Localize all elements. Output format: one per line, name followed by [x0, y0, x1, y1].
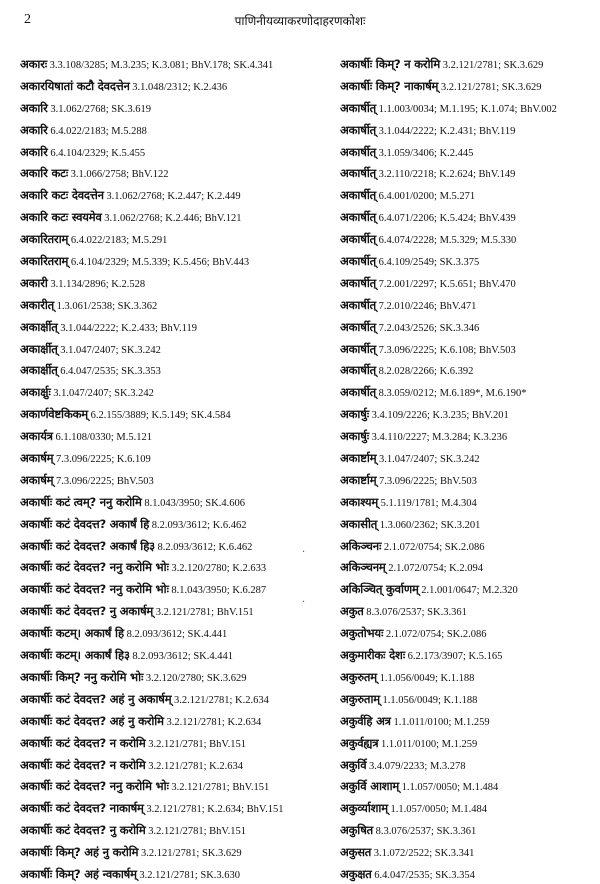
index-entry	[20, 402, 288, 424]
left-column	[20, 52, 288, 884]
entry-reference: 3.4.110/2227; M.3.284; K.3.236	[371, 432, 508, 444]
index-entry	[340, 599, 590, 621]
index-entry	[20, 96, 288, 118]
entry-reference: 1.1.056/0049; K.1.188	[382, 694, 478, 706]
entry-reference: 8.2.093/3612; SK.4.441	[132, 651, 233, 663]
index-entry	[20, 337, 288, 359]
index-entry	[340, 862, 590, 884]
entry-headword: अकार्षीः किम्? नाकार्षम्	[340, 78, 439, 93]
entry-headword: अकार्षीत्	[340, 385, 376, 400]
entry-reference: 6.2.173/3907; K.5.165	[407, 651, 503, 663]
entry-headword: अकारि कटः देवदत्तेन	[20, 188, 104, 203]
index-entry	[340, 577, 590, 599]
index-entry	[340, 140, 590, 162]
entry-reference: 3.2.121/2781; K.2.634	[148, 760, 243, 772]
entry-headword: अकुरुताम्	[340, 691, 380, 706]
entry-reference: 3.2.121/2781; BhV.151	[171, 782, 270, 794]
index-entry	[340, 555, 590, 577]
index-entry	[340, 753, 590, 775]
entry-reference: 6.4.104/2329; K.5.455	[50, 147, 146, 159]
margin-dot	[302, 540, 308, 546]
entry-reference: 6.4.047/2535; SK.3.353	[60, 366, 161, 378]
index-entry	[20, 52, 288, 74]
index-entry	[20, 227, 288, 249]
entry-headword: अकार्षीः किम्? ननु करोमि भोः	[20, 669, 144, 684]
entry-headword: अकार्षीत्	[340, 144, 376, 159]
index-entry	[340, 249, 590, 271]
index-entry	[20, 687, 288, 709]
index-entry	[340, 687, 590, 709]
index-entry	[20, 862, 288, 884]
index-entry	[20, 380, 288, 402]
entry-headword: अकारि	[20, 100, 48, 115]
entry-headword: अकार्षीः कटं देवदत्त? नु करोमि	[20, 823, 146, 838]
margin-dot	[302, 590, 308, 596]
entry-reference: 3.1.062/2768; K.2.447; K.2.449	[106, 191, 241, 203]
entry-headword: अकार्षीत्	[340, 210, 376, 225]
entry-headword: अकारयिषातां कटौ देवदत्तेन	[20, 78, 130, 93]
index-entry	[340, 709, 590, 731]
index-entry	[20, 818, 288, 840]
index-entry	[340, 358, 590, 380]
index-entry	[340, 643, 590, 665]
entry-reference: 1.1.003/0034; M.1.195; K.1.074; BhV.002	[378, 103, 557, 115]
index-entry	[340, 424, 590, 446]
index-entry	[20, 249, 288, 271]
index-entry	[20, 796, 288, 818]
entry-reference: 1.1.056/0049; K.1.188	[379, 672, 475, 684]
entry-reference: 6.4.109/2549; SK.3.375	[378, 257, 480, 269]
entry-reference: 7.2.010/2246; BhV.471	[378, 300, 477, 312]
index-entry	[340, 446, 590, 468]
entry-headword: अकार्षीः किम्? अहं न्वकार्षम्	[20, 866, 137, 881]
entry-headword: अकारः	[20, 57, 48, 71]
entry-headword: अकार्षीः कटं देवदत्त? न करोमि	[20, 735, 146, 750]
entry-reference: 1.1.011/0100; M.1.259	[381, 738, 478, 750]
entry-headword: अकुर्वह्यत्र	[340, 735, 379, 750]
index-entry	[20, 621, 288, 643]
entry-reference: 8.2.093/3612; K.6.462	[151, 519, 247, 531]
entry-reference: 2.1.001/0647; M.2.320	[421, 585, 518, 597]
index-entry	[340, 665, 590, 687]
entry-headword: अकार्षीः किम्? न करोमि	[340, 57, 441, 71]
entry-headword: अकिञ्चनः	[340, 538, 382, 553]
entry-reference: 3.2.121/2781; BhV.151	[148, 738, 247, 750]
running-title: पाणिनीयव्याकरणोदाहरणकोशः	[234, 14, 366, 28]
entry-headword: अकुमारीकः देशः	[340, 648, 405, 663]
entry-headword: अकार्क्षुः	[20, 385, 51, 400]
entry-reference: 1.1.011/0100; M.1.259	[393, 716, 490, 728]
entry-reference: 3.2.121/2781; SK.3.630	[139, 869, 241, 881]
index-entry	[340, 183, 590, 205]
entry-headword: अकारी	[20, 275, 48, 290]
index-entry	[340, 731, 590, 753]
entry-headword: अकुत	[340, 604, 364, 619]
entry-reference: 3.1.059/3406; K.2.445	[378, 147, 474, 159]
entry-reference: 3.1.044/2222; K.2.431; BhV.119	[378, 125, 516, 137]
index-entry	[20, 555, 288, 577]
entry-reference: 2.1.072/0754; SK.2.086	[383, 541, 485, 553]
index-entry	[20, 315, 288, 337]
entry-headword: अकार्षीत्	[340, 363, 376, 378]
entry-reference: 6.2.155/3889; K.5.149; SK.4.584	[90, 410, 231, 422]
entry-reference: 3.1.072/2522; SK.3.341	[373, 848, 475, 860]
entry-headword: अकारि कटः	[20, 166, 69, 181]
entry-headword: अकार्षीः कटं देवदत्त? अकार्षं हि	[20, 516, 150, 531]
index-entry	[340, 205, 590, 227]
entry-headword: अकार्षीः कटं देवदत्त? अहं नु करोमि	[20, 713, 164, 728]
entry-reference: 1.3.061/2538; SK.3.362	[56, 300, 158, 312]
index-entry	[20, 140, 288, 162]
entry-reference: 7.3.096/2225; BhV.503	[55, 475, 154, 487]
entry-reference: 3.2.120/2780; SK.3.629	[145, 672, 247, 684]
entry-headword: अकार्यत्र	[20, 429, 53, 444]
index-entry	[340, 468, 590, 490]
index-entry	[20, 271, 288, 293]
entry-reference: 8.3.076/2537; SK.3.361	[366, 607, 467, 619]
entry-reference: 3.2.121/2781; BhV.151	[148, 826, 247, 838]
entry-reference: 3.1.047/2407; SK.3.242	[60, 344, 161, 356]
index-entry	[340, 293, 590, 315]
entry-reference: 8.3.076/2537; SK.3.361	[375, 826, 477, 838]
index-entry	[20, 599, 288, 621]
entry-reference: 7.3.096/2225; BhV.503	[379, 475, 477, 487]
entry-headword: अकार्क्षीत्	[20, 363, 58, 378]
entry-headword: अकुरुतम्	[340, 669, 377, 684]
page-header	[22, 12, 578, 32]
entry-headword: अकार्षीः कटं देवदत्त? नु अकार्षम्	[20, 604, 154, 619]
index-entry	[340, 818, 590, 840]
index-entry	[20, 840, 288, 862]
entry-reference: 3.2.120/2780; K.2.633	[171, 563, 267, 575]
entry-headword: अकार्षीत्	[340, 100, 376, 115]
entry-reference: 3.1.066/2758; BhV.122	[70, 169, 169, 181]
entry-headword: अकार्षीः कटं देवदत्त? ननु करोमि भोः	[20, 779, 169, 794]
index-entry	[20, 490, 288, 512]
index-entry	[20, 293, 288, 315]
entry-reference: 7.2.001/2297; K.5.651; BhV.470	[378, 278, 516, 290]
entry-reference: 7.3.096/2225; K.6.109	[55, 454, 151, 466]
entry-headword: अकार्षम्	[20, 451, 54, 466]
index-entry	[20, 446, 288, 468]
index-entry	[340, 490, 590, 512]
entry-headword: अकार्षुः	[340, 407, 369, 422]
entry-reference: 3.4.079/2233; M.3.278	[369, 760, 466, 772]
entry-headword: अकार्षीत्	[340, 232, 376, 247]
entry-headword: अकिञ्चित् कुर्वाणम्	[340, 582, 419, 597]
entry-reference: 7.2.043/2526; SK.3.346	[378, 322, 480, 334]
entry-headword: अकार्षीत्	[340, 319, 376, 334]
entry-headword: अकार्षीः कटम्। अकार्षं हि	[20, 626, 124, 641]
index-entry	[340, 227, 590, 249]
entry-headword: अकुसत	[340, 845, 372, 860]
entry-headword: अकार्षीः कटं देवदत्त? न करोमि	[20, 757, 146, 772]
entry-reference: 6.4.047/2535; SK.3.354	[374, 869, 475, 881]
entry-reference: 7.3.096/2225; K.6.108; BhV.503	[378, 344, 516, 356]
entry-reference: 3.2.121/2781; SK.3.629	[141, 848, 242, 860]
entry-reference: 8.2.093/3612; K.6.462	[157, 541, 253, 553]
entry-headword: अकार्षम्	[20, 472, 54, 487]
entry-headword: अकार्षीत्	[340, 275, 376, 290]
index-entry	[340, 796, 590, 818]
entry-headword: अकार्षीः कटम्। अकार्षं हि३	[20, 648, 130, 663]
entry-headword: अकार्षीत्	[340, 297, 376, 312]
entry-headword: अकार्ष्टाम्	[340, 451, 377, 466]
entry-headword: अकार्षीत्	[340, 254, 376, 269]
entry-reference: 5.1.119/1781; M.4.304	[380, 497, 477, 509]
entry-reference: 3.1.134/2896; K.2.528	[50, 278, 146, 290]
index-entry	[20, 774, 288, 796]
page-number: 2	[24, 12, 31, 27]
index-entry	[20, 358, 288, 380]
entry-reference: 8.2.028/2266; K.6.392	[378, 366, 474, 378]
entry-reference: 8.3.059/0212; M.6.189*, M.6.190*	[378, 388, 527, 400]
entry-reference: 3.1.048/2312; K.2.436	[132, 81, 228, 93]
entry-headword: अकुर्व्याशाम्	[340, 801, 388, 816]
entry-reference: 3.2.121/2781; SK.3.629	[440, 81, 542, 93]
index-entry	[20, 512, 288, 534]
entry-headword: अकार्षीः कटं देवदत्त? ननु करोमि भोः	[20, 582, 169, 597]
right-column	[340, 52, 590, 884]
entry-headword: अकार्ष्टाम्	[340, 472, 377, 487]
entry-reference: 8.1.043/3950; K.6.287	[171, 585, 267, 597]
entry-headword: अकार्णवेष्टकिकम्	[20, 407, 88, 422]
entry-reference: 3.2.121/2781; K.2.634	[174, 694, 269, 706]
index-entry	[20, 709, 288, 731]
index-entry	[20, 577, 288, 599]
entry-headword: अकार्क्षीत्	[20, 341, 58, 356]
entry-headword: अकिञ्चनम्	[340, 560, 386, 575]
entry-reference: 2.1.072/0754; SK.2.086	[385, 629, 487, 641]
entry-reference: 3.1.062/2768; K.2.446; BhV.121	[104, 213, 242, 225]
index-entry	[340, 52, 590, 74]
index-entry	[340, 534, 590, 556]
entry-headword: अकुर्वि आशाम्	[340, 779, 400, 794]
index-entry	[340, 512, 590, 534]
index-entry	[340, 96, 590, 118]
entry-headword: अकारि	[20, 144, 48, 159]
index-entry	[340, 621, 590, 643]
entry-reference: 8.1.043/3950; SK.4.606	[144, 497, 245, 509]
entry-reference: 6.4.071/2206; K.5.424; BhV.439	[378, 213, 516, 225]
entry-headword: अकार्षीः कटं देवदत्त? ननु करोमि भोः	[20, 560, 169, 575]
index-entry	[340, 271, 590, 293]
index-entry	[20, 424, 288, 446]
entry-reference: 3.1.044/2222; K.2.433; BhV.119	[60, 322, 198, 334]
entry-reference: 6.4.001/0200; M.5.271	[378, 191, 476, 203]
index-entry	[20, 161, 288, 183]
entry-reference: 1.1.057/0050; M.1.484	[390, 804, 488, 816]
entry-headword: अकारितराम्	[20, 254, 69, 269]
entry-headword: अकार्षीः कटं त्वम्? ननु करोमि	[20, 494, 142, 509]
index-entry	[20, 74, 288, 96]
entry-reference: 3.3.108/3285; M.3.235; K.3.081; BhV.178; SK.4.341	[49, 60, 274, 71]
entry-headword: अकाश्यम्	[340, 494, 379, 509]
index-entry	[340, 380, 590, 402]
entry-headword: अकार्षीः कटं देवदत्त? अकार्षं हि३	[20, 538, 155, 553]
index-entry	[340, 337, 590, 359]
entry-headword: अकार्षीत्	[340, 166, 376, 181]
entry-headword: अकारि	[20, 122, 48, 137]
entry-headword: अकुतोभयः	[340, 626, 384, 641]
index-entry	[20, 731, 288, 753]
index-entry	[20, 468, 288, 490]
entry-headword: अकार्षीत्	[340, 122, 376, 137]
entry-reference: 6.4.022/2183; M.5.288	[50, 125, 147, 137]
entry-headword: अकार्षीत्	[340, 341, 376, 356]
entry-reference: 3.4.109/2226; K.3.235; BhV.201	[371, 410, 509, 422]
entry-reference: 8.2.093/3612; SK.4.441	[126, 629, 228, 641]
entry-reference: 3.2.121/2781; K.2.634; BhV.151	[146, 804, 284, 816]
entry-reference: 3.1.062/2768; SK.3.619	[50, 103, 151, 115]
entry-reference: 6.4.074/2228; M.5.329; M.5.330	[378, 235, 517, 247]
entry-headword: अकुर्वहि अत्र	[340, 713, 391, 728]
index-entry	[20, 753, 288, 775]
entry-reference: 3.2.121/2781; SK.3.629	[442, 60, 544, 71]
entry-headword: अकुषित	[340, 823, 373, 838]
index-entry	[340, 774, 590, 796]
index-entry	[340, 161, 590, 183]
index-entry	[340, 315, 590, 337]
index-entry	[340, 402, 590, 424]
entry-headword: अकार्षीत्	[340, 188, 376, 203]
entry-headword: अकार्षीः कटं देवदत्त? अहं नु अकार्षम्	[20, 691, 172, 706]
entry-reference: 6.4.022/2183; M.5.291	[70, 235, 168, 247]
entry-reference: 6.4.104/2329; M.5.339; K.5.456; BhV.443	[70, 257, 250, 269]
index-entry	[20, 534, 288, 556]
entry-headword: अकारीत्	[20, 297, 55, 312]
entry-headword: अकारि कटः स्वयमेव	[20, 210, 102, 225]
index-entry	[20, 118, 288, 140]
entry-headword: अकुक्षत	[340, 866, 372, 881]
entry-headword: अकुर्वि	[340, 757, 367, 772]
entry-reference: 1.3.060/2362; SK.3.201	[379, 519, 481, 531]
index-entry	[20, 183, 288, 205]
entry-reference: 3.2.121/2781; K.2.634	[166, 716, 262, 728]
entry-headword: अकार्क्षीत्	[20, 319, 58, 334]
entry-headword: अकार्षुः	[340, 429, 369, 444]
entry-reference: 3.2.110/2218; K.2.624; BhV.149	[378, 169, 516, 181]
index-entry	[20, 205, 288, 227]
index-entry	[340, 118, 590, 140]
index-entry	[340, 74, 590, 96]
entry-reference: 3.2.121/2781; BhV.151	[155, 607, 254, 619]
index-entry	[20, 643, 288, 665]
entry-reference: 6.1.108/0330; M.5.121	[55, 432, 152, 444]
entry-headword: अकार्षीः कटं देवदत्त? नाकार्षम्	[20, 801, 144, 816]
index-entry	[20, 665, 288, 687]
entry-reference: 2.1.072/0754; K.2.094	[388, 563, 483, 575]
entry-headword: अकार्षीः किम्? अहं नु करोमि	[20, 845, 139, 860]
entry-headword: अकासीत्	[340, 516, 378, 531]
entry-reference: 3.1.047/2407; SK.3.242	[379, 454, 480, 466]
entry-headword: अकारितराम्	[20, 232, 69, 247]
entry-reference: 1.1.057/0050; M.1.484	[401, 782, 499, 794]
index-entry	[340, 840, 590, 862]
entry-reference: 3.1.047/2407; SK.3.242	[53, 388, 154, 400]
